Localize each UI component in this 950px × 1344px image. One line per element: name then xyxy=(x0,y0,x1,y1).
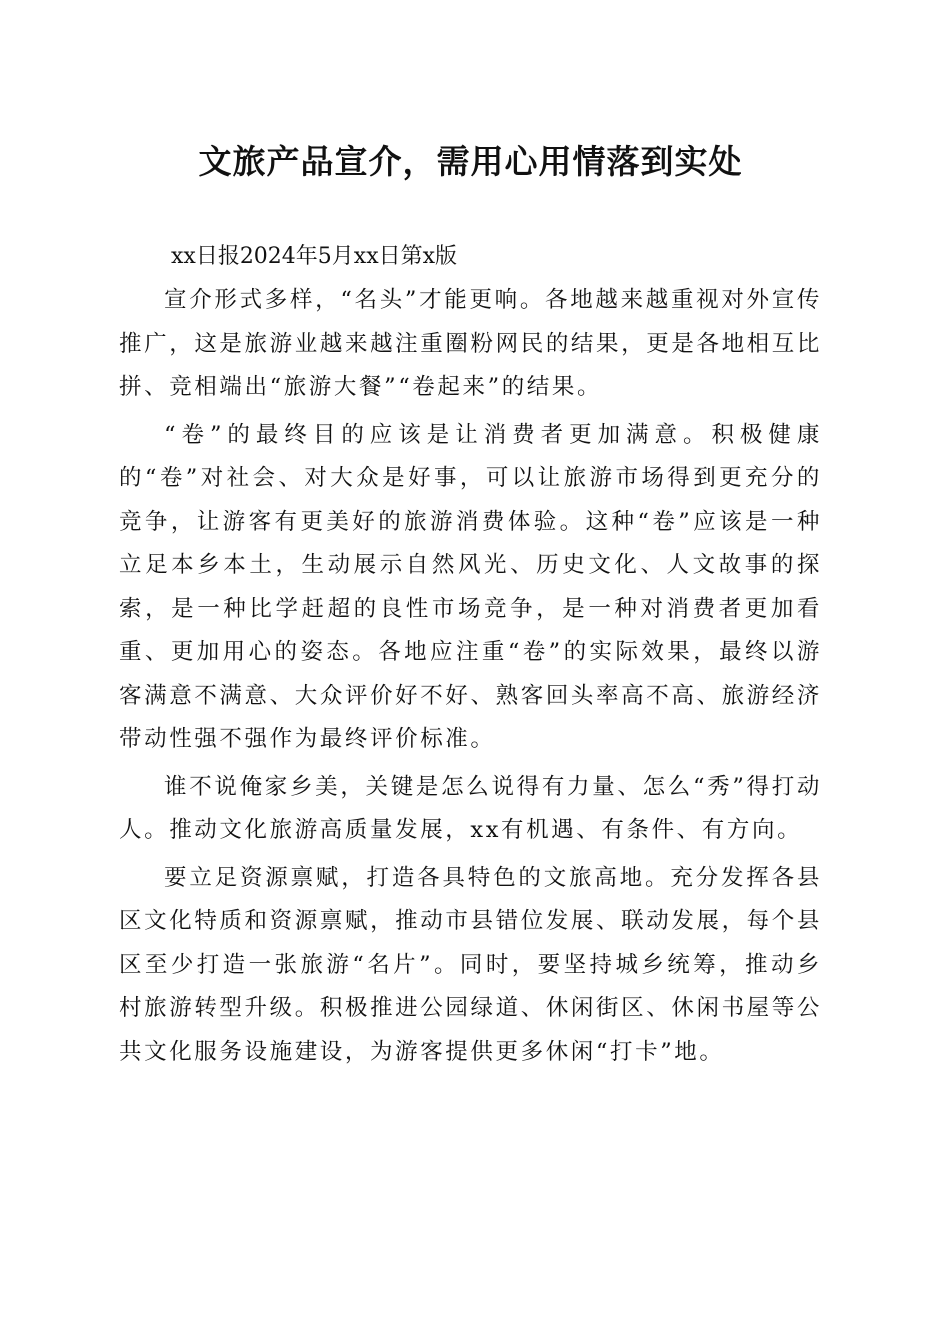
document-title: 文旅产品宣介，需用心用情落到实处 xyxy=(198,142,743,181)
paragraph-3: 谁不说俺家乡美，关键是怎么说得有力量、怎么“秀”得打动人。推动文化旅游高质量发展，xx有机遇、有条件、有方向。 xyxy=(119,773,822,843)
paragraph-1: 宣介形式多样，“名头”才能更响。各地越来越重视对外宣传推广，这是旅游业越来越注重圈粉网民的结果，更是各地相互比拼、竞相端出“旅游大餐”“卷起来”的结果。 xyxy=(119,287,822,400)
source-line: xx日报2024年5月xx日第x版 xyxy=(171,244,458,269)
paragraph-4: 要立足资源禀赋，打造各具特色的文旅高地。充分发挥各县区文化特质和资源禀赋，推动市县错位发展、联动发展，每个县区至少打造一张旅游“名片”。同时，要坚持城乡统筹，推动乡村旅游转型升级。积极推进公园绿道、休闲街区、休闲书屋等公共文化服务设施建设，为游客提供更多休闲“打卡”地。 xyxy=(119,864,822,1065)
paragraph-2: “卷”的最终目的应该是让消费者更加满意。积极健康的“卷”对社会、对大众是好事，可以让旅游市场得到更充分的竞争，让游客有更美好的旅游消费体验。这种“卷”应该是一种立足本乡本土，生动展示自然风光、历史文化、人文故事的探索，是一种比学赶超的良性市场竞争，是一种对消费者更加看重、更加用心的姿态。各地应注重“卷”的实际效果，最终以游客满意不满意、大众评价好不好、熟客回头率高不高、旅游经济带动性强不强作为最终评价标准。 xyxy=(119,421,822,752)
